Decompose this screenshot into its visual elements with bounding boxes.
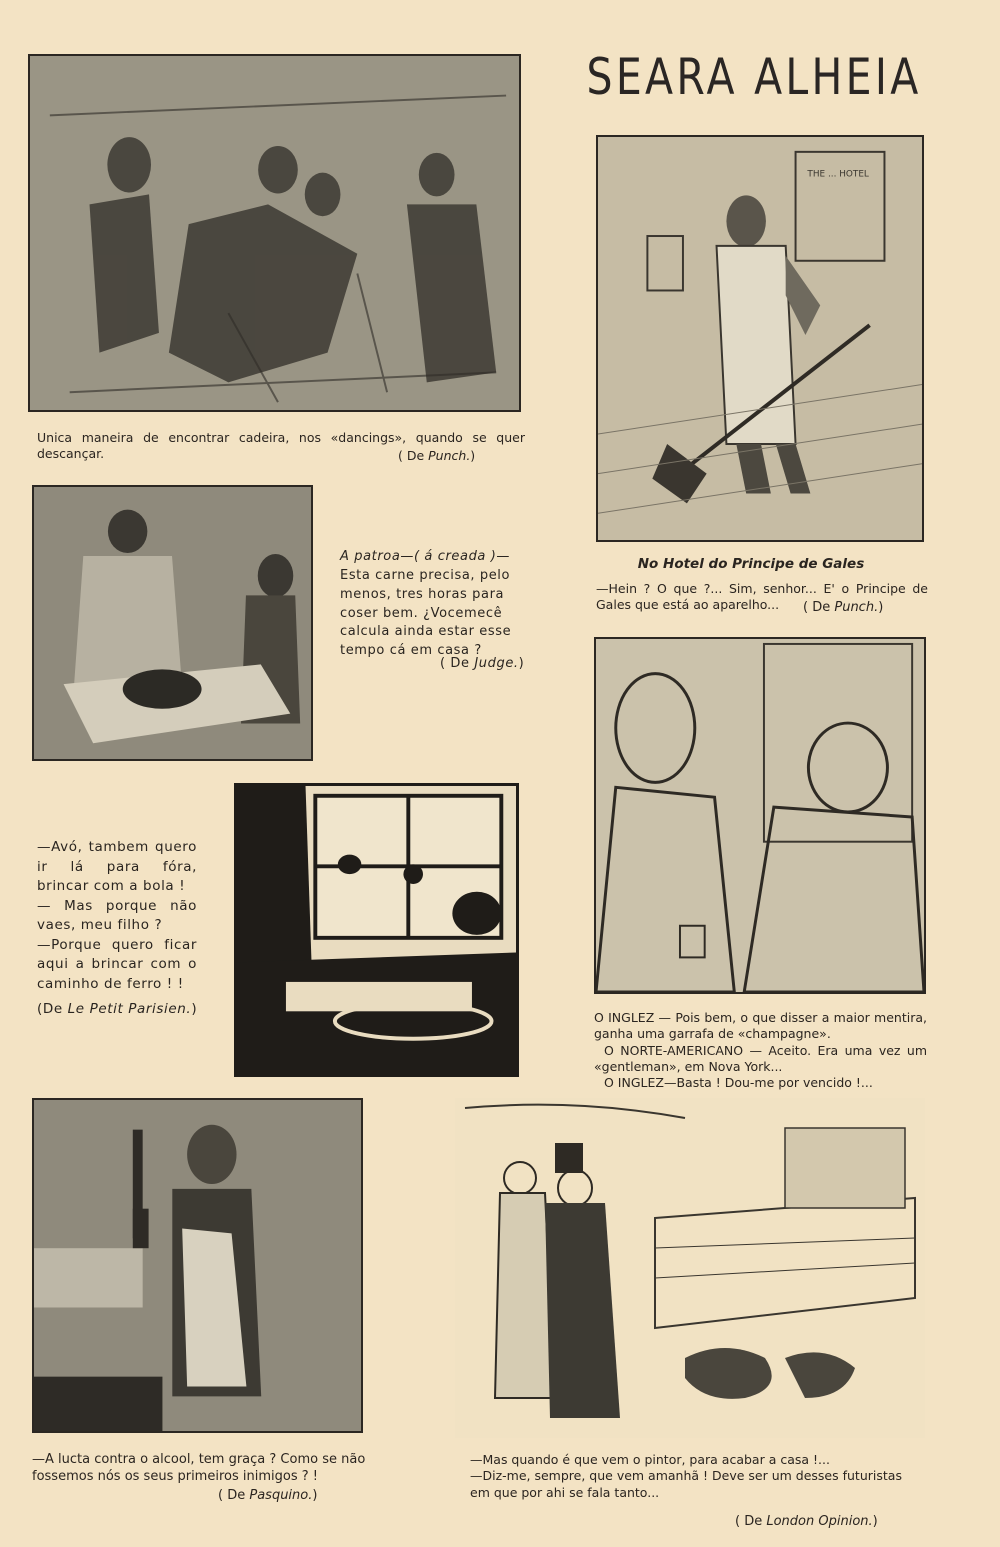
- dialogue-line: O NORTE-AMERICANO — Aceito. Era uma vez um «gentleman», em Nova York...: [594, 1042, 927, 1074]
- cartoon-patroa-credit: ( De Judge.): [440, 656, 525, 671]
- cartoon-alcool-credit: ( De Pasquino.): [218, 1488, 318, 1503]
- cartoon-hotel-credit: ( De Punch.): [803, 600, 884, 615]
- cartoon-pintor-image: [455, 1098, 925, 1438]
- cartoon-dancing-image: [28, 54, 521, 412]
- cartoon-dancing-caption: Unica maneira de encontrar cadeira, nos «dancings», quando se quer descançar.: [37, 430, 525, 462]
- cartoon-pintor-credit: ( De London Opinion.): [735, 1514, 878, 1529]
- cartoon-hotel-caption: —Hein ? O que ?... Sim, senhor... E' o Principe de Gales que está ao aparelho...: [596, 581, 928, 613]
- cartoon-hotel-title: No Hotel do Principe de Gales: [637, 556, 865, 572]
- dialogue-line: O INGLEZ—Basta ! Dou-me por vencido !...: [604, 1075, 873, 1090]
- cartoon-alcool-caption: —A lucta contra o alcool, tem graça ? Como se não fossemos nós os seus primeiros inimigos ? !: [32, 1452, 366, 1484]
- cartoon-avo-credit: (De Le Petit Parisien.): [37, 1001, 198, 1017]
- cartoon-patroa-caption: A patroa—( á creada )— Esta carne precisa, pelo menos, tres horas para coser bem. ¿Vocemecê calcula ainda estar esse tempo cá em casa ?: [340, 549, 512, 659]
- page-title: SEARA ALHEIA: [586, 48, 922, 106]
- dialogue-line: O INGLEZ — Pois bem, o que disser a maior mentira, ganha uma garrafa de «champagne».: [594, 1010, 927, 1042]
- cartoon-avo-image: [234, 783, 519, 1077]
- dialogue-line: —Mas quando é que vem o pintor, para acabar a casa !...: [470, 1452, 830, 1467]
- cartoon-avo-dialogue: [37, 838, 197, 995]
- cartoon-alcool-image: [32, 1098, 363, 1433]
- cartoon-hotel-image: [596, 135, 924, 542]
- cartoon-inglez-dialogue: [594, 1010, 927, 1091]
- cartoon-patroa-image: [32, 485, 313, 761]
- dialogue-line: — Mas porque não vaes, meu filho ?: [37, 897, 197, 934]
- hotel-sign-text: THE ... HOTEL: [807, 169, 869, 180]
- cartoon-inglez-image: [594, 637, 926, 994]
- cartoon-dancing-credit: ( De Punch.): [398, 448, 476, 463]
- dialogue-line: —Diz-me, sempre, que vem amanhã ! Deve ser um desses futuristas em que por ahi se fala tanto...: [470, 1468, 902, 1500]
- dialogue-line: —Avó, tambem quero ir lá para fóra, brincar com a bola !: [37, 839, 197, 895]
- dialogue-line: —Porque quero ficar aqui a brincar com o caminho de ferro ! !: [37, 936, 197, 992]
- cartoon-pintor-dialogue: [470, 1452, 925, 1501]
